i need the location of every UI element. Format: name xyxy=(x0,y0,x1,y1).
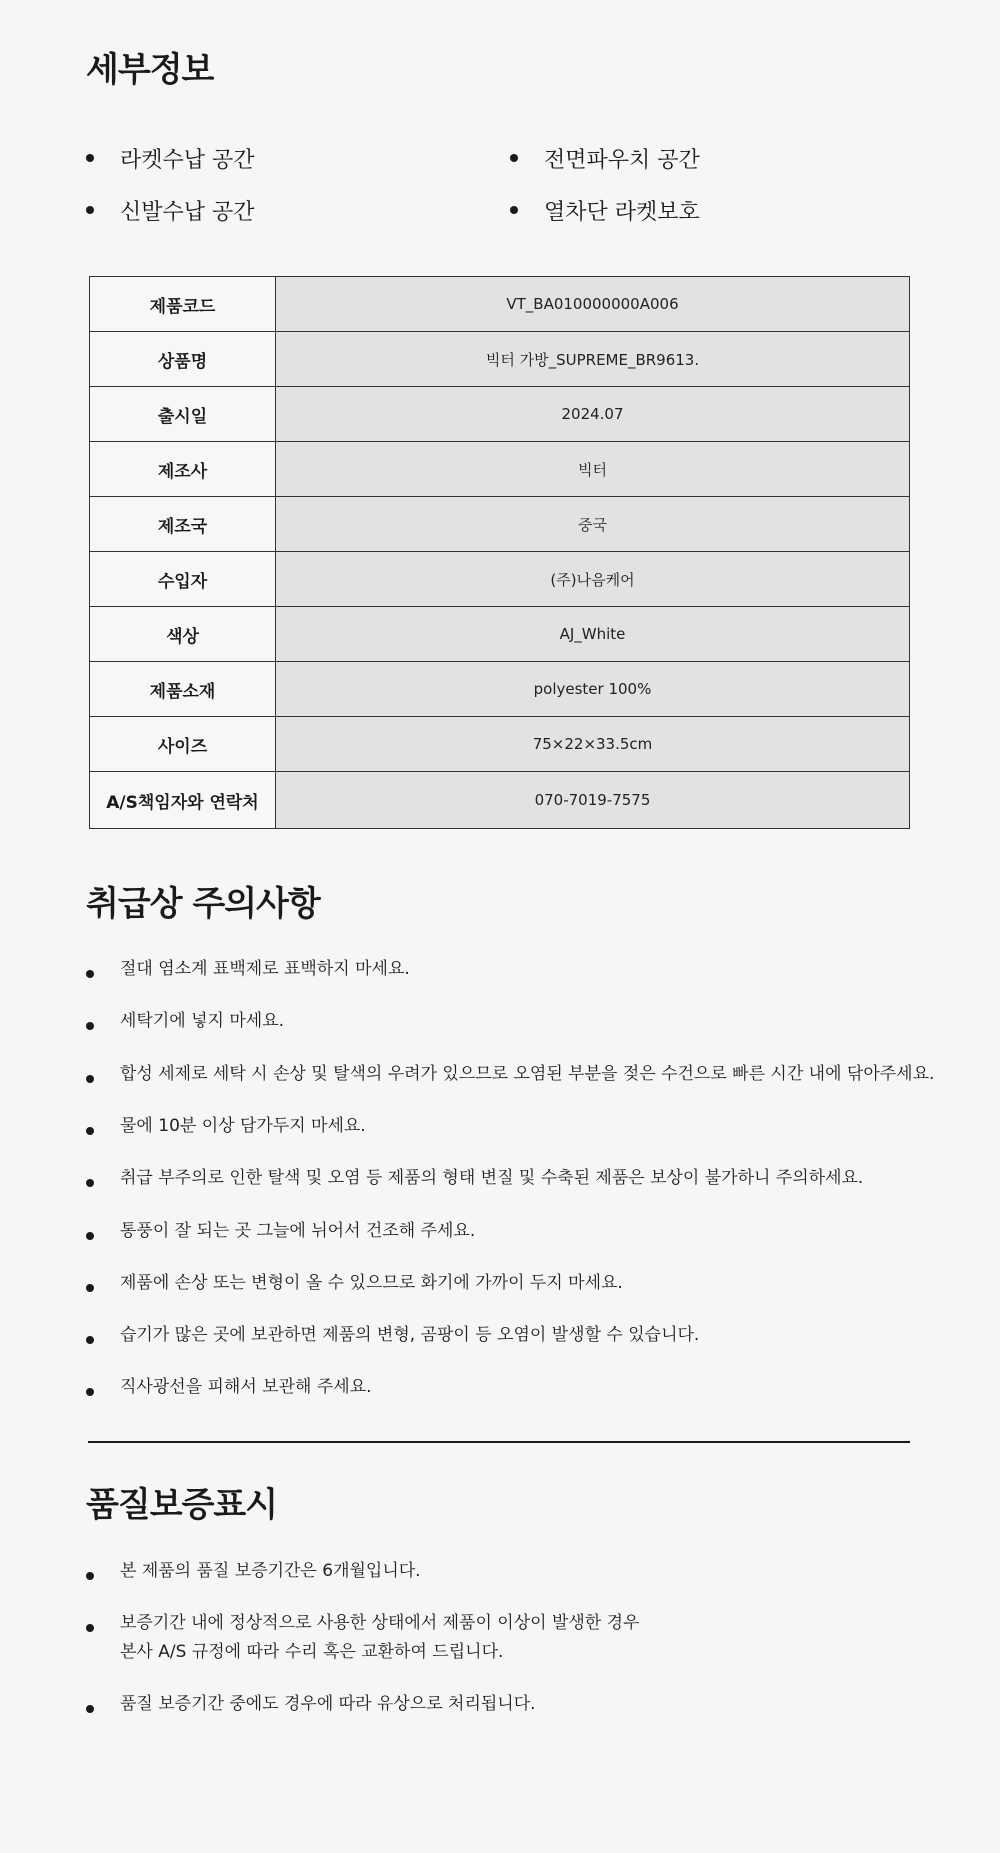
feature-text: 라켓수납 공간 xyxy=(120,148,255,173)
warranty-text: 보증기간 내에 정상적으로 사용한 상태에서 제품이 이상이 발생한 경우 xyxy=(120,1613,640,1633)
bullet-icon xyxy=(86,1705,94,1713)
spec-key: A/S책임자와 연락처 xyxy=(90,772,276,829)
care-text: 습기가 많은 곳에 보관하면 제품의 변형, 곰팡이 등 오염이 발생할 수 있습니다. xyxy=(120,1325,700,1345)
spec-key: 수입자 xyxy=(90,552,276,607)
table-row xyxy=(90,332,910,387)
list-item xyxy=(86,1168,864,1193)
details-heading: 세부정보 xyxy=(86,50,214,90)
feature-text: 신발수납 공간 xyxy=(120,200,255,225)
table-row xyxy=(90,607,910,662)
feature-item xyxy=(86,143,255,174)
care-text: 통풍이 잘 되는 곳 그늘에 뉘어서 건조해 주세요. xyxy=(120,1221,476,1241)
warranty-text: 본 제품의 품질 보증기간은 6개월입니다. xyxy=(120,1561,421,1581)
bullet-icon xyxy=(86,154,94,162)
warranty-text: 본사 A/S 규정에 따라 수리 혹은 교환하여 드립니다. xyxy=(120,1642,504,1662)
feature-text: 전면파우치 공간 xyxy=(544,148,700,173)
bullet-icon xyxy=(86,206,94,214)
bullet-icon xyxy=(86,1127,94,1135)
table-row xyxy=(90,387,910,442)
list-item xyxy=(86,1694,536,1719)
list-item xyxy=(86,1561,421,1586)
spec-value: 중국 xyxy=(276,497,910,552)
list-item xyxy=(86,1064,935,1089)
bullet-icon xyxy=(86,1022,94,1030)
bullet-icon xyxy=(86,1232,94,1240)
spec-value: 빅터 xyxy=(276,442,910,497)
feature-text: 열차단 라켓보호 xyxy=(544,200,700,225)
bullet-icon xyxy=(86,1284,94,1292)
spec-key: 제품소재 xyxy=(90,662,276,717)
warranty-text-block xyxy=(120,1609,639,1667)
spec-value: 070-7019-7575 xyxy=(276,772,910,829)
list-item xyxy=(86,1221,476,1246)
care-text: 제품에 손상 또는 변형이 올 수 있으므로 화기에 가까이 두지 마세요. xyxy=(120,1273,623,1293)
table-row xyxy=(90,662,910,717)
list-item xyxy=(86,1273,623,1298)
care-text: 합성 세제로 세탁 시 손상 및 탈색의 우려가 있으므로 오염된 부분을 젖은 수건으로 빠른 시간 내에 닦아주세요. xyxy=(120,1064,935,1084)
care-text: 세탁기에 넣지 마세요. xyxy=(120,1011,285,1031)
spec-key: 색상 xyxy=(90,607,276,662)
table-row xyxy=(90,277,910,332)
list-item xyxy=(86,1116,366,1141)
spec-value: polyester 100% xyxy=(276,662,910,717)
care-text: 취급 부주의로 인한 탈색 및 오염 등 제품의 형태 변질 및 수축된 제품은 보상이 불가하니 주의하세요. xyxy=(120,1168,864,1188)
spec-key: 제조사 xyxy=(90,442,276,497)
feature-item xyxy=(86,195,255,226)
feature-item xyxy=(510,195,700,226)
spec-key: 제품코드 xyxy=(90,277,276,332)
spec-key: 사이즈 xyxy=(90,717,276,772)
bullet-icon xyxy=(86,1179,94,1187)
spec-key: 제조국 xyxy=(90,497,276,552)
care-text: 절대 염소계 표백제로 표백하지 마세요. xyxy=(120,959,410,979)
list-item xyxy=(86,1613,640,1667)
spec-value: VT_BA010000000A006 xyxy=(276,277,910,332)
spec-key: 출시일 xyxy=(90,387,276,442)
list-item xyxy=(86,959,410,984)
care-text: 직사광선을 피해서 보관해 주세요. xyxy=(120,1377,372,1397)
spec-value: 75×22×33.5cm xyxy=(276,717,910,772)
feature-item xyxy=(510,143,700,174)
bullet-icon xyxy=(86,1388,94,1396)
spec-value: 2024.07 xyxy=(276,387,910,442)
table-row xyxy=(90,772,910,829)
bullet-icon xyxy=(86,1336,94,1344)
table-row xyxy=(90,442,910,497)
warranty-text: 품질 보증기간 중에도 경우에 따라 유상으로 처리됩니다. xyxy=(120,1694,536,1714)
table-row xyxy=(90,552,910,607)
care-text: 물에 10분 이상 담가두지 마세요. xyxy=(120,1116,366,1136)
care-heading: 취급상 주의사항 xyxy=(86,884,320,924)
table-row xyxy=(90,717,910,772)
warranty-heading: 품질보증표시 xyxy=(86,1485,278,1525)
bullet-icon xyxy=(510,154,518,162)
bullet-icon xyxy=(86,1572,94,1580)
table-row xyxy=(90,497,910,552)
bullet-icon xyxy=(86,1624,94,1632)
bullet-icon xyxy=(510,206,518,214)
spec-value: AJ_White xyxy=(276,607,910,662)
bullet-icon xyxy=(86,1075,94,1083)
spec-table xyxy=(89,276,910,829)
spec-value: 빅터 가방_SUPREME_BR9613. xyxy=(276,332,910,387)
list-item xyxy=(86,1325,700,1350)
bullet-icon xyxy=(86,970,94,978)
section-divider xyxy=(88,1441,910,1443)
list-item xyxy=(86,1011,285,1036)
spec-key: 상품명 xyxy=(90,332,276,387)
spec-value: (주)나음케어 xyxy=(276,552,910,607)
list-item xyxy=(86,1377,372,1402)
